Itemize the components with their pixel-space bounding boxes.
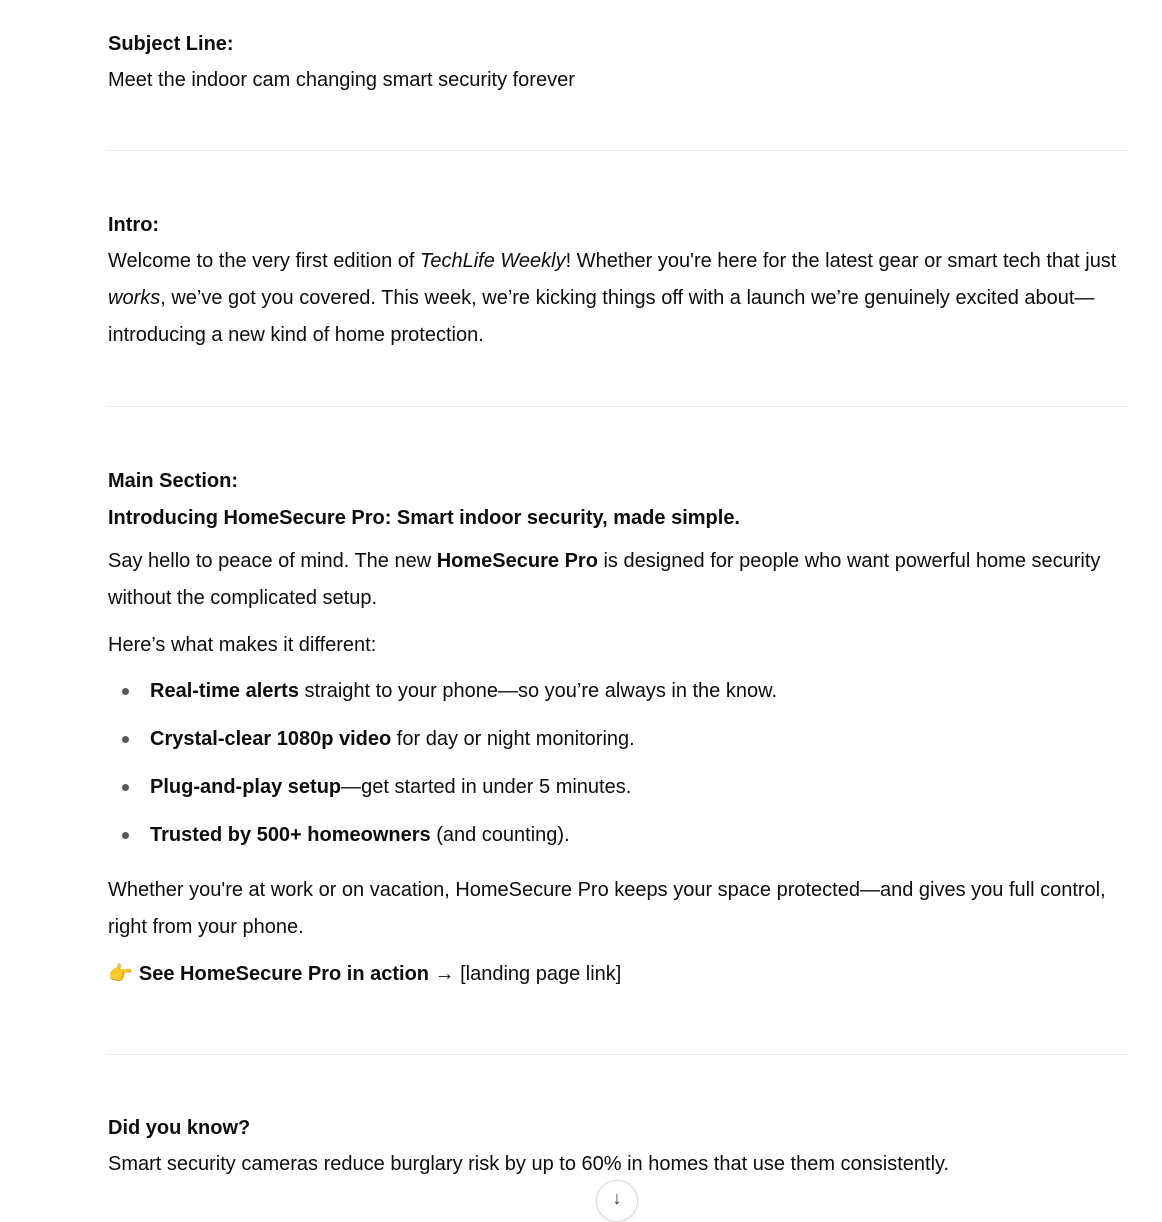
list-item xyxy=(108,773,1128,821)
scroll-down-button[interactable] xyxy=(596,1180,638,1222)
intro-text-1: Welcome to the very first edition of xyxy=(108,250,420,272)
main-intro-text-1: Say hello to peace of mind. The new xyxy=(108,550,437,572)
feature-title: Trusted by 500+ homeowners xyxy=(150,824,431,846)
feature-list xyxy=(108,677,1128,869)
main-intro-paragraph xyxy=(108,543,1128,617)
intro-label: Intro: xyxy=(108,214,160,236)
feature-text: straight to your phone—so you’re always in the know. xyxy=(298,680,778,702)
bullet-icon xyxy=(122,736,129,743)
subject-label: Subject Line: xyxy=(108,33,234,55)
did-you-know-section xyxy=(108,1114,1128,1183)
bullet-icon xyxy=(122,832,129,839)
feature-text: (and counting). xyxy=(430,824,570,846)
main-heading: Introducing HomeSecure Pro: Smart indoor security, made simple. xyxy=(108,507,740,529)
main-intro-text-2: is designed for people who want powerful home security without the complicated setup. xyxy=(108,550,1101,609)
main-label: Main Section: xyxy=(108,470,239,492)
divider xyxy=(108,150,1128,151)
feature-text: for day or night monitoring. xyxy=(391,728,635,750)
intro-emphasis: works xyxy=(108,287,161,309)
did-you-know-label: Did you know? xyxy=(108,1117,251,1139)
bullet-icon xyxy=(122,688,129,695)
intro-paragraph xyxy=(108,243,1128,354)
divider xyxy=(108,1054,1128,1055)
features-lead: Here’s what makes it different: xyxy=(108,634,377,656)
list-item xyxy=(108,821,1128,869)
intro-text-3: , we’ve got you covered. This week, we’re kicking things off with a launch we’re genuinely excited about—introducing a new kind of home protection. xyxy=(108,287,1095,346)
subject-section xyxy=(108,30,1128,99)
feature-title: Crystal-clear 1080p video xyxy=(150,728,392,750)
list-item xyxy=(108,725,1128,773)
feature-title: Real-time alerts xyxy=(150,680,299,702)
cta-text: See HomeSecure Pro in action → xyxy=(138,963,455,985)
subject-text: Meet the indoor cam changing smart security forever xyxy=(108,69,575,91)
divider xyxy=(108,406,1128,407)
main-section xyxy=(108,467,1128,993)
intro-section xyxy=(108,211,1128,354)
did-you-know-text: Smart security cameras reduce burglary risk by up to 60% in homes that use them consistently. xyxy=(108,1153,950,1175)
pointing-hand-icon: 👉 xyxy=(108,963,133,985)
intro-publication-name: TechLife Weekly xyxy=(419,250,566,272)
feature-title: Plug-and-play setup xyxy=(150,776,342,798)
bullet-icon xyxy=(122,784,129,791)
feature-text: —get started in under 5 minutes. xyxy=(341,776,632,798)
intro-text-2: ! Whether you're here for the latest gear or smart tech that just xyxy=(565,250,1117,272)
list-item xyxy=(108,677,1128,725)
arrow-down-icon: ↓ xyxy=(612,1188,622,1208)
product-name: HomeSecure Pro xyxy=(436,550,598,572)
landing-page-link[interactable]: [landing page link] xyxy=(454,963,622,985)
main-closing-paragraph: Whether you're at work or on vacation, HomeSecure Pro keeps your space protected—and gives you full control, right from your phone. xyxy=(108,879,1106,938)
cta-line xyxy=(108,956,1128,993)
